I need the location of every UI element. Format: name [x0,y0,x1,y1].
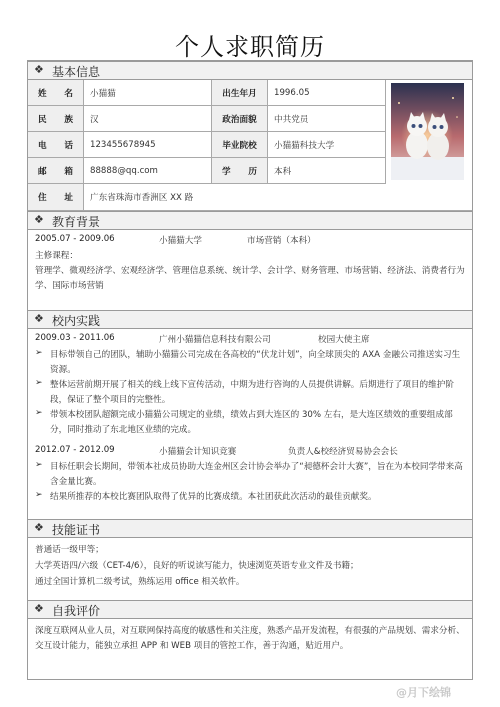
arrow-bullet-icon: ➢ [35,490,43,500]
list-item: 目标任职会长期间，带领本社成员协助大连金州区会计协会举办了“昶德杯会计大赛”，旨在为本校同学带来高含金量比赛。 [50,462,463,487]
education-school: 小猫猫大学 [159,236,202,246]
list-item: 整体运营前期开展了相关的线上线下宣传活动，中期为进行咨询的人员提供讲解。后期进行了项目的维护阶段，保证了整个项目的完整性。 [50,380,454,405]
ethnic-label: 民 族 [28,106,84,132]
diamond-icon: ❖ [34,312,44,325]
degree-label: 学 历 [212,158,268,184]
arrow-bullet-icon: ➢ [35,460,43,470]
section-header-campus [28,310,472,329]
campus-period: 2009.03 - 2011.06 [35,333,115,343]
birth-label: 出生年月 [212,80,268,106]
section-title: 校内实践 [52,314,101,328]
campus-role: 校园大使主席 [318,335,370,345]
list-item: 通过全国计算机二级考试，熟练运用 office 相关软件。 [35,577,245,587]
politics-value: 中共党员 [268,106,386,132]
address-label: 住 址 [28,184,84,211]
section-header-self [28,600,472,619]
name-value: 小猫猫 [84,80,212,106]
name-label: 姓 名 [28,80,84,106]
campus-period: 2012.07 - 2012.09 [35,445,115,455]
email-label: 邮 箱 [28,158,84,184]
diamond-icon: ❖ [34,602,44,615]
resume-sheet [27,60,473,680]
phone-value: 123455678945 [84,132,212,158]
section-title: 自我评价 [52,604,101,618]
section-header-skills [28,519,472,538]
degree-value: 本科 [268,158,386,184]
arrow-bullet-icon: ➢ [35,348,43,358]
section-header-education [28,211,472,230]
arrow-bullet-icon: ➢ [35,378,43,388]
diamond-icon: ❖ [34,521,44,534]
campus-org: 小猫猫会计知识竞赛 [159,447,237,457]
list-item: 结果所推荐的本校比赛团队取得了优异的比赛成绩。本社团获此次活动的最佳贡献奖。 [50,492,377,502]
diamond-icon: ❖ [34,213,44,226]
ethnic-value: 汉 [84,106,212,132]
profile-photo [391,83,464,180]
arrow-bullet-icon: ➢ [35,408,43,418]
email-value: 88888@qq.com [84,158,212,184]
birth-value: 1996.05 [268,80,386,106]
school-value: 小猫猫科技大学 [268,132,386,158]
campus-role: 负责人&校经济贸易协会会长 [288,447,398,457]
page-title: 个人求职简历 [175,33,325,61]
list-item: 大学英语四/六级（CET-4/6），良好的听说读写能力，快速浏览英语专业文件及书籍； [35,561,359,571]
politics-label: 政治面貌 [212,106,268,132]
courses-text: 管理学、微观经济学、宏观经济学、管理信息系统、统计学、会计学、财务管理、市场营销、经济法、消费者行为学、国际市场营销 [35,266,465,291]
courses-label: 主修课程： [35,251,78,261]
address-value: 广东省珠海市香洲区 XX 路 [84,184,472,211]
section-header-basic [28,61,472,80]
education-major: 市场营销（本科） [247,236,316,246]
diamond-icon: ❖ [34,63,44,76]
section-title: 教育背景 [52,215,101,229]
list-item: 普通话一级甲等； [35,545,104,555]
list-item: 目标带领自己的团队，辅助小猫猫公司完成在各高校的“伏龙计划”，向全球顶尖的 AXA 金融公司推送实习生资源。 [50,350,461,375]
watermark: @月下绘锦 [396,686,451,699]
education-period: 2005.07 - 2009.06 [35,234,115,244]
list-item: 带领本校团队超额完成小猫猫公司规定的业绩，绩效占到大连区的 30% 左右，是大连区绩效的重要组成部分，同时推动了东北地区业绩的完成。 [50,410,453,435]
section-title: 基本信息 [52,65,101,79]
campus-org: 广州小猫猫信息科技有限公司 [159,335,271,345]
phone-label: 电 话 [28,132,84,158]
section-title: 技能证书 [52,523,101,537]
school-label: 毕业院校 [212,132,268,158]
self-eval-text: 深度互联网从业人员，对互联网保持高度的敏感性和关注度，熟悉产品开发流程，有很强的产品规划、需求分析、交互设计能力，能独立承担 APP 和 WEB 项目的管控工作，善于沟通，贴近用户。 [35,626,465,651]
